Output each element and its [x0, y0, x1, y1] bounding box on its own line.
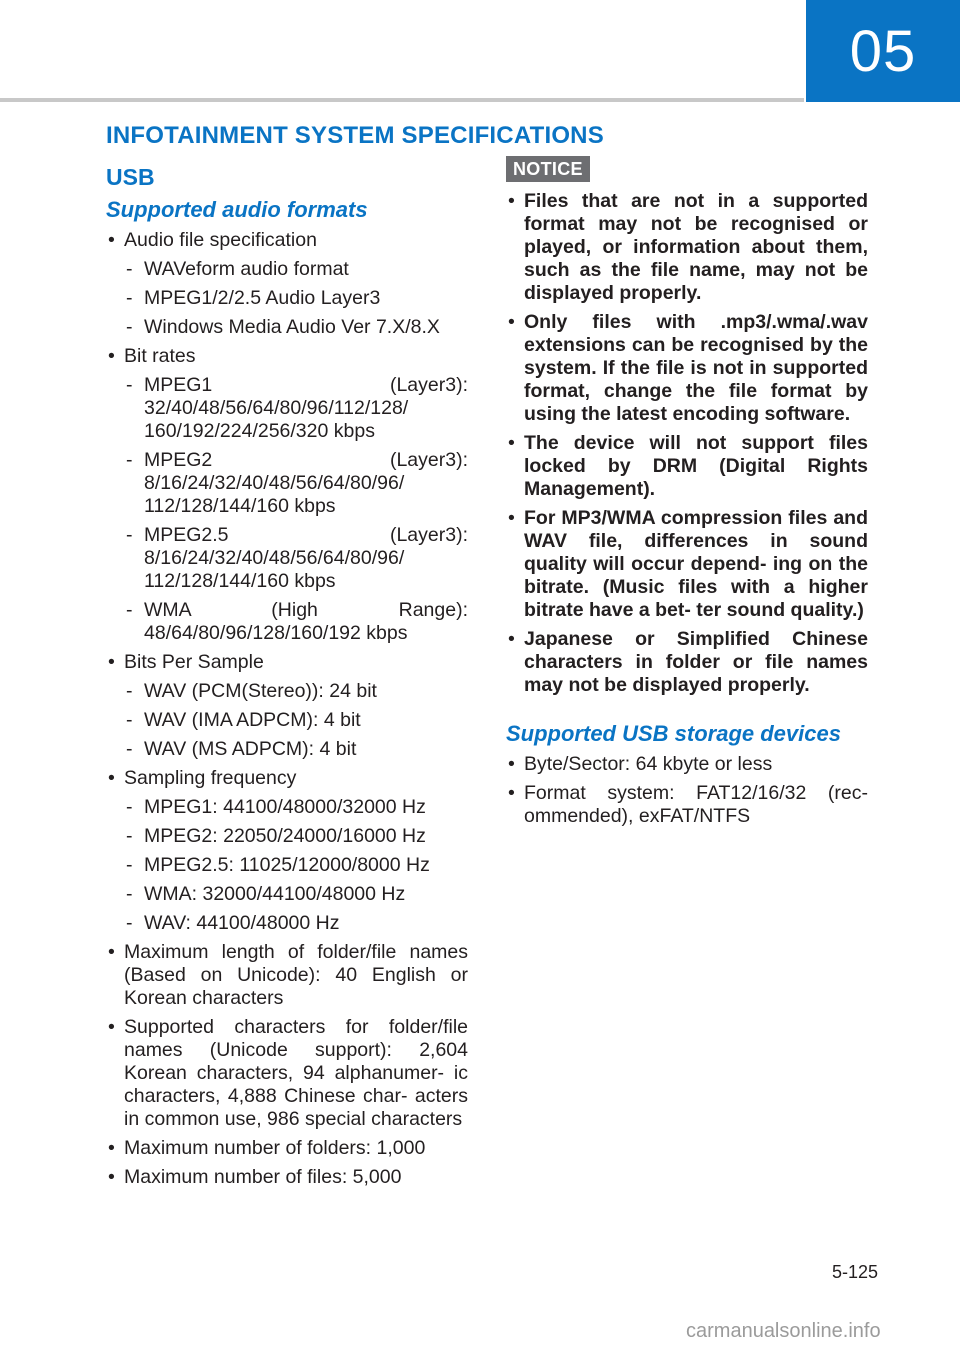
notice-text: Japanese or Simplified Chinese characters in folder or file names may not be displayed properly.	[524, 628, 868, 696]
bullet-glyph: •	[508, 311, 515, 333]
bullet-glyph: •	[108, 1137, 115, 1159]
list-item	[106, 229, 468, 339]
notice-text: For MP3/WMA compression files and WAV file, differences in sound quality will occur depend- ing on the bitrate. (Music files with a higher bitrate have a bet- ter sound quality.)	[524, 507, 868, 621]
dash-glyph: -	[126, 524, 133, 546]
left-column	[106, 160, 468, 1195]
bullet-glyph: •	[108, 229, 115, 251]
sub-list	[124, 796, 468, 935]
list-item	[106, 1166, 468, 1189]
sub-item	[124, 316, 468, 339]
bullet-glyph: •	[508, 782, 515, 804]
item-text: Bit rates	[124, 345, 196, 367]
item-text: Format system: FAT12/16/32 (rec- ommended), exFAT/NTFS	[524, 782, 868, 827]
list-item	[506, 782, 868, 828]
notice-list	[506, 190, 868, 697]
sub-list	[124, 258, 468, 339]
notice-item	[506, 311, 868, 426]
list-item	[106, 1137, 468, 1160]
usb-storage-heading: Supported USB storage devices	[506, 721, 841, 746]
dash-glyph: -	[126, 316, 133, 338]
item-text: Supported characters for folder/file names (Unicode support): 2,604 Korean characters, 94 alphanumer- ic characters, 4,888 Chinese char- acters in common use, 986 special characters	[124, 1016, 468, 1130]
bullet-glyph: •	[108, 767, 115, 789]
sub-item	[124, 912, 468, 935]
item-text: Audio file specification	[124, 229, 317, 251]
sub-item-text: WAVeform audio format	[144, 258, 349, 280]
sub-item-text: WAV (PCM(Stereo)): 24 bit	[144, 680, 377, 702]
sub-item-text: MPEG2 (Layer3): 8/16/24/32/40/48/56/64/80/96/ 112/128/144/160 kbps	[144, 449, 468, 517]
list-item	[106, 345, 468, 645]
dash-glyph: -	[126, 825, 133, 847]
bullet-glyph: •	[108, 345, 115, 367]
sub-item-text: WAV: 44100/48000 Hz	[144, 912, 340, 934]
notice-item	[506, 628, 868, 697]
dash-glyph: -	[126, 599, 133, 621]
bullet-glyph: •	[108, 1166, 115, 1188]
sub-item-text: MPEG2.5: 11025/12000/8000 Hz	[144, 854, 430, 876]
sub-item	[124, 258, 468, 281]
bullet-glyph: •	[508, 432, 515, 454]
item-text: Maximum number of files: 5,000	[124, 1166, 402, 1188]
list-item	[106, 767, 468, 935]
item-text: Sampling frequency	[124, 767, 297, 789]
bullet-glyph: •	[508, 507, 515, 529]
dash-glyph: -	[126, 738, 133, 760]
bullet-glyph: •	[108, 651, 115, 673]
sub-item	[124, 449, 468, 518]
usb-storage-list	[506, 753, 868, 828]
sub-list	[124, 680, 468, 761]
bullet-glyph: •	[508, 753, 515, 775]
notice-text: The device will not support files locked by DRM (Digital Rights Management).	[524, 432, 868, 500]
notice-badge: NOTICE	[506, 156, 590, 182]
sub-item	[124, 524, 468, 593]
sub-item	[124, 883, 468, 906]
sub-item	[124, 796, 468, 819]
dash-glyph: -	[126, 796, 133, 818]
dash-glyph: -	[126, 709, 133, 731]
usb-heading: USB	[106, 164, 155, 190]
list-item	[106, 651, 468, 761]
item-text: Byte/Sector: 64 kbyte or less	[524, 753, 773, 775]
sub-item	[124, 738, 468, 761]
item-text: Bits Per Sample	[124, 651, 264, 673]
sub-item	[124, 680, 468, 703]
sub-item-text: MPEG2.5 (Layer3): 8/16/24/32/40/48/56/64/80/96/ 112/128/144/160 kbps	[144, 524, 468, 592]
notice-item	[506, 507, 868, 622]
header-rule	[0, 98, 804, 102]
list-item	[106, 941, 468, 1010]
bullet-glyph: •	[508, 190, 515, 212]
chapter-tab: 05	[806, 0, 960, 102]
bullet-glyph: •	[108, 1016, 115, 1038]
dash-glyph: -	[126, 374, 133, 396]
watermark: carmanualsonline.info	[686, 1320, 881, 1342]
dash-glyph: -	[126, 680, 133, 702]
sub-item-text: MPEG1: 44100/48000/32000 Hz	[144, 796, 426, 818]
sub-item-text: WAV (MS ADPCM): 4 bit	[144, 738, 357, 760]
sub-item	[124, 599, 468, 645]
sub-item	[124, 287, 468, 310]
sub-item	[124, 825, 468, 848]
sub-item	[124, 709, 468, 732]
sub-item	[124, 374, 468, 443]
section-title: INFOTAINMENT SYSTEM SPECIFICATIONS	[106, 122, 604, 149]
sub-item	[124, 854, 468, 877]
sub-item-text: Windows Media Audio Ver 7.X/8.X	[144, 316, 440, 338]
notice-text: Files that are not in a supported format may not be recognised or played, or information about them, such as the file name, may not be displayed properly.	[524, 190, 868, 304]
sub-item-text: WMA: 32000/44100/48000 Hz	[144, 883, 406, 905]
page-number: 5-125	[832, 1262, 879, 1282]
dash-glyph: -	[126, 912, 133, 934]
notice-item	[506, 190, 868, 305]
item-text: Maximum number of folders: 1,000	[124, 1137, 426, 1159]
bullet-glyph: •	[108, 941, 115, 963]
sub-item-text: MPEG1/2/2.5 Audio Layer3	[144, 287, 381, 309]
right-column	[506, 156, 868, 834]
sub-item-text: MPEG1 (Layer3): 32/40/48/56/64/80/96/112/128/ 160/192/224/256/320 kbps	[144, 374, 468, 442]
sub-item-text: WAV (IMA ADPCM): 4 bit	[144, 709, 361, 731]
notice-text: Only files with .mp3/.wma/.wav extensions can be recognised by the system. If the file is not in supported format, change the file format by using the latest encoding software.	[524, 311, 868, 425]
bullet-glyph: •	[508, 628, 515, 650]
dash-glyph: -	[126, 287, 133, 309]
notice-item	[506, 432, 868, 501]
sub-list	[124, 374, 468, 645]
dash-glyph: -	[126, 258, 133, 280]
audio-formats-heading: Supported audio formats	[106, 197, 368, 222]
list-item	[506, 753, 868, 776]
item-text: Maximum length of folder/file names (Based on Unicode): 40 English or Korean characters	[124, 941, 468, 1009]
audio-spec-list	[106, 229, 468, 1189]
dash-glyph: -	[126, 854, 133, 876]
sub-item-text: MPEG2: 22050/24000/16000 Hz	[144, 825, 426, 847]
dash-glyph: -	[126, 449, 133, 471]
sub-item-text: WMA (High Range): 48/64/80/96/128/160/192 kbps	[144, 599, 468, 644]
dash-glyph: -	[126, 883, 133, 905]
list-item	[106, 1016, 468, 1131]
